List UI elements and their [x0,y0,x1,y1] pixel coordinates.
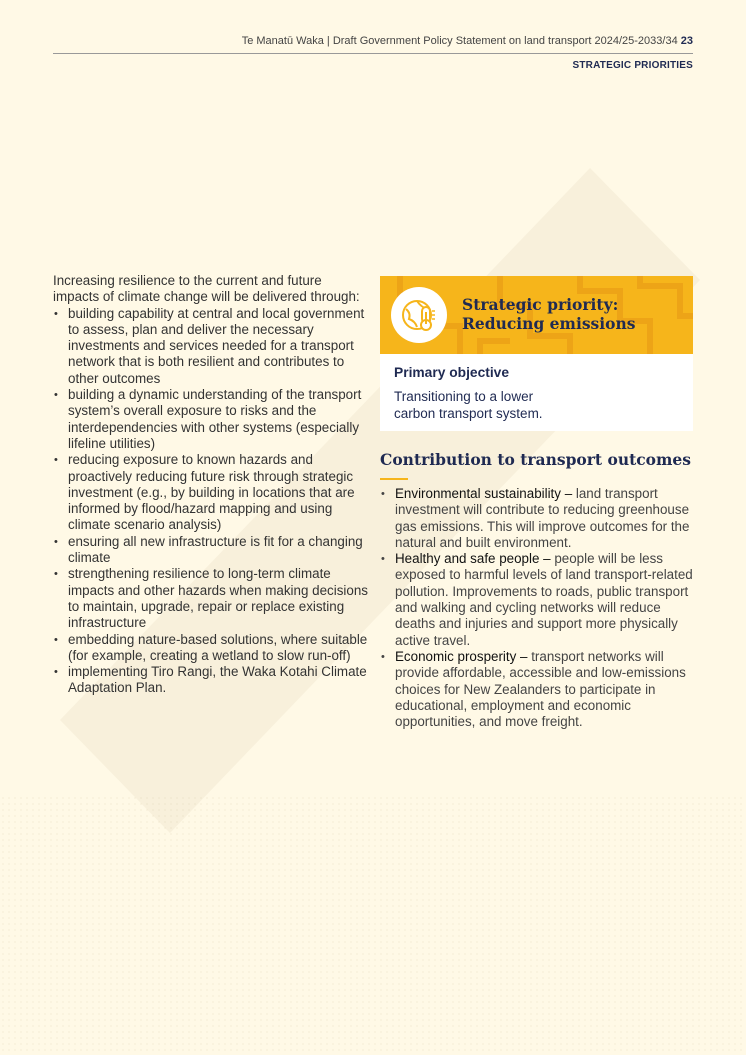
list-item: • reducing exposure to known hazards and proactively reducing future risk through strategic investment (e.g., by building in locations that are informed by flood/hazard mapping and using climate scenario analysis) [53,452,368,533]
outcome-lead: Environmental sustainability – [395,486,573,501]
resilience-column [53,273,368,697]
objective-text [394,389,674,422]
list-item: • ensuring all new infrastructure is fit for a changing climate [53,534,368,567]
priority-banner [380,276,693,354]
strategic-priority-box [380,276,693,431]
priority-title-line2: Reducing emissions [462,314,636,333]
list-item: • building a dynamic understanding of the transport system’s overall exposure to risks and the interdependencies with other systems (especially lifeline utilities) [53,387,368,452]
list-item: • strengthening resilience to long-term climate impacts and other hazards when making decisions to maintain, upgrade, repair or replace existing infrastructure [53,566,368,631]
outcome-text: transport networks will provide affordable, accessible and low-emissions choices for New Zealanders to participate in educational, employment and economic opportunities, and move freight. [395,648,686,730]
objective-line2: carbon transport system. [394,405,543,421]
outcome-lead: Economic prosperity – [395,648,528,664]
globe-thermometer-icon [391,287,447,343]
intro-paragraph: Increasing resilience to the current and future impacts of climate change will be delivered through: [53,273,360,305]
outcomes-list [380,486,696,730]
list-item: • building capability at central and local government to assess, plan and deliver the necessary investments and services needed for a transport network that is both resilient and contributes to other outcomes [53,306,368,387]
page-number: 23 [680,35,693,47]
outcome-text: people will be less exposed to harmful levels of land transport-related pollution. Improvements to roads, public transport and walking and cycling networks will reduce deaths and injuries and support more physically active travel. [395,551,693,648]
list-item [380,551,696,649]
running-header [53,35,693,47]
priority-title-line1: Strategic priority: [462,295,619,314]
objective-line1: Transitioning to a lower [394,389,534,404]
priority-title [462,295,636,333]
outcome-lead: Healthy and safe people – [395,551,551,567]
list-item [380,486,696,551]
heading-accent-rule [380,478,408,480]
resilience-list [53,306,368,697]
running-title: Te Manatū Waka | Draft Government Policy Statement on land transport 2024/25-2033/34 [241,35,678,47]
header-divider [53,53,693,54]
objective-label: Primary objective [394,365,510,380]
list-item: • implementing Tiro Rangi, the Waka Kotahi Climate Adaptation Plan. [53,664,368,697]
section-label: STRATEGIC PRIORITIES [572,60,693,71]
outcomes-heading: Contribution to transport outcomes [380,450,692,469]
outcomes-column [380,486,696,730]
list-item [380,649,696,730]
list-item: • embedding nature-based solutions, where suitable (for example, creating a wetland to slow run-off) [53,632,368,665]
outcome-text: land transport investment will contribute to reducing greenhouse gas emissions. This will improve outcomes for the natural and built environment. [395,486,690,550]
